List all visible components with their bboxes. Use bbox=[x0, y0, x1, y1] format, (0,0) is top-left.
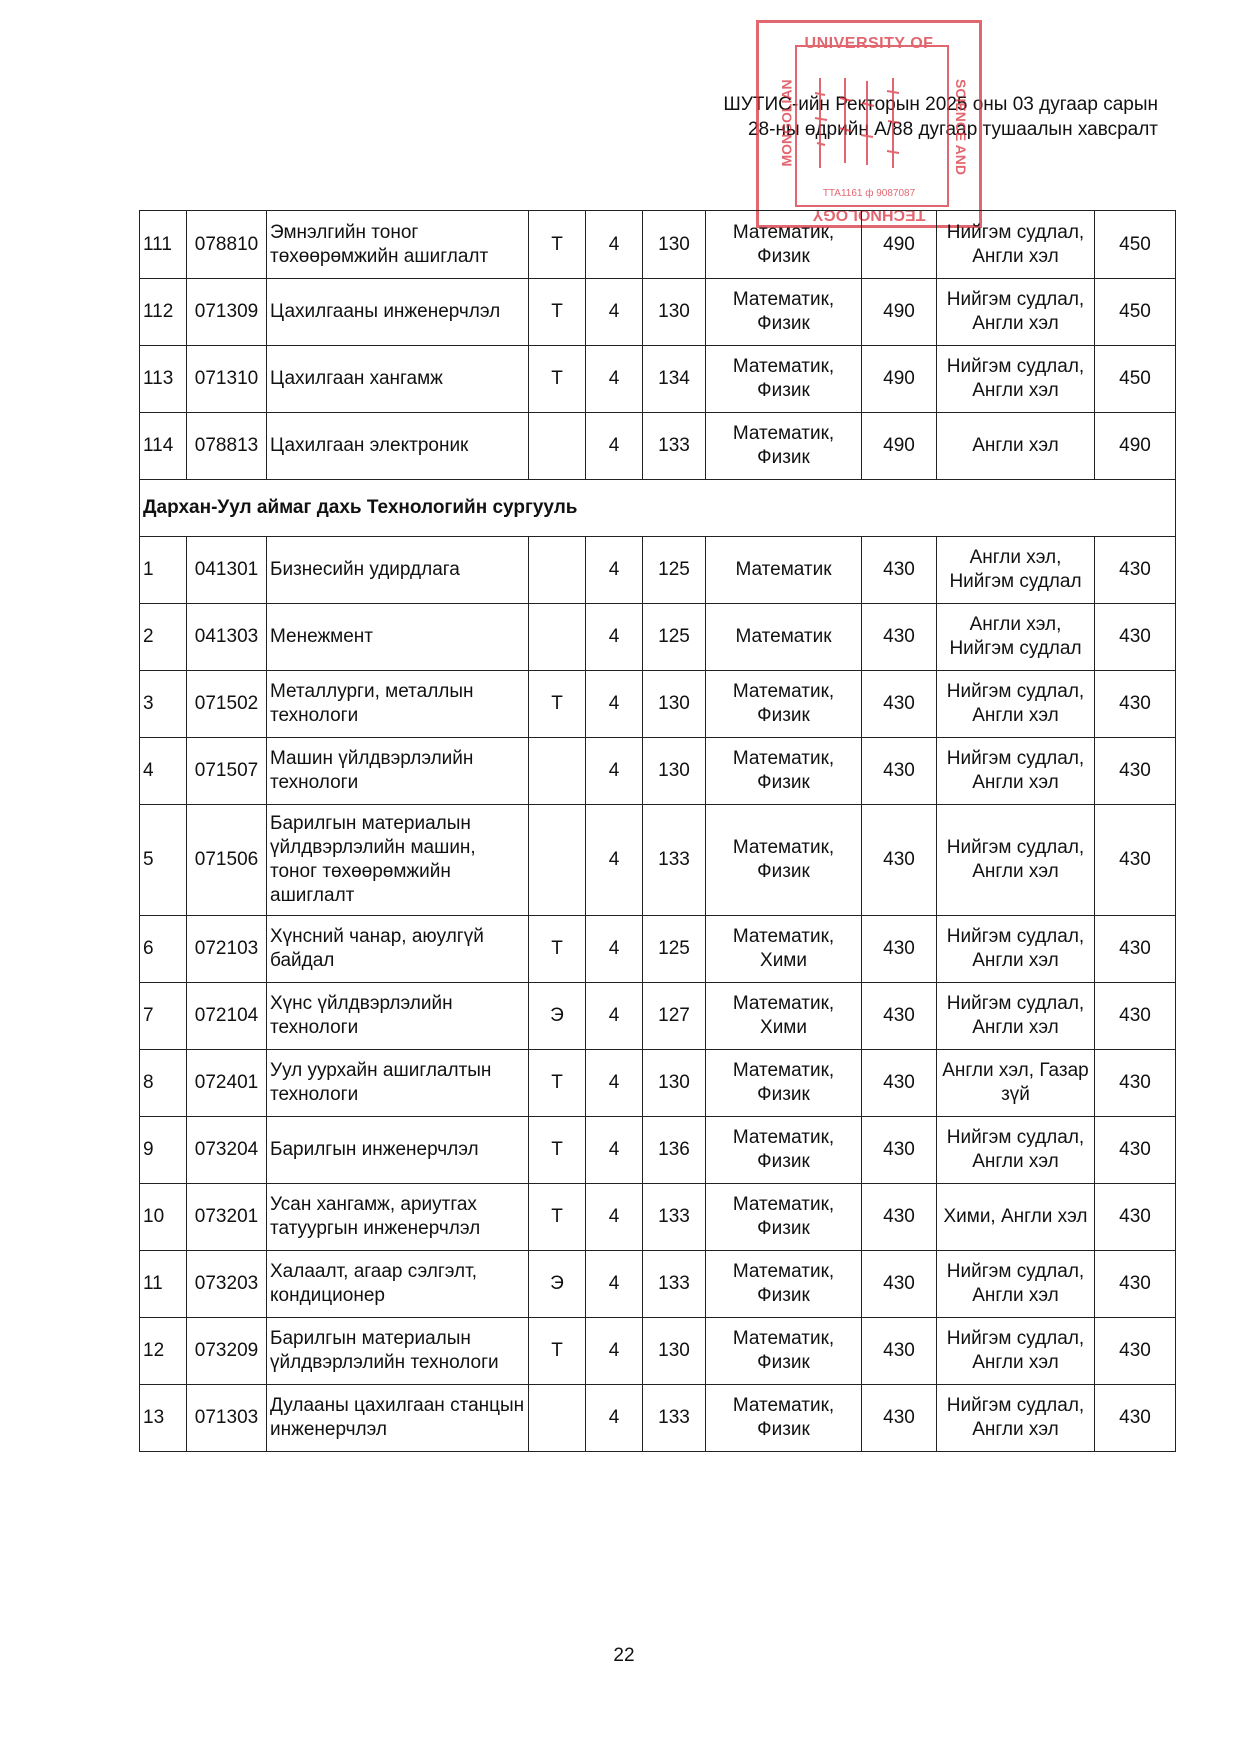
optional-exam-cell: Нийгэм судлал, Англи хэл bbox=[937, 211, 1095, 279]
credits-cell: 130 bbox=[643, 1318, 706, 1385]
credits-cell: 125 bbox=[643, 537, 706, 604]
table-row bbox=[140, 211, 1176, 279]
credits-cell: 133 bbox=[643, 413, 706, 480]
required-exam-cell: Математик, Хими bbox=[706, 983, 862, 1050]
optional-exam-cell: Нийгэм судлал, Англи хэл bbox=[937, 983, 1095, 1050]
required-exam-cell: Математик, Физик bbox=[706, 1251, 862, 1318]
university-seal-stamp bbox=[756, 20, 982, 228]
optional-score-cell: 450 bbox=[1095, 279, 1176, 346]
stamp-right-text: SCIENCE AND bbox=[953, 79, 970, 175]
credits-cell: 133 bbox=[643, 805, 706, 916]
required-exam-cell: Математик, Физик bbox=[706, 1184, 862, 1251]
row-number-cell: 111 bbox=[140, 211, 187, 279]
required-score-cell: 490 bbox=[862, 413, 937, 480]
program-name-cell: Бизнесийн удирдлага bbox=[267, 537, 529, 604]
program-code-cell: 041303 bbox=[187, 604, 267, 671]
section-title: Дархан-Уул аймаг дахь Технологийн сургууль bbox=[140, 480, 1176, 537]
credits-cell: 130 bbox=[643, 671, 706, 738]
table-row bbox=[140, 1318, 1176, 1385]
required-score-cell: 430 bbox=[862, 1117, 937, 1184]
credits-cell: 127 bbox=[643, 983, 706, 1050]
table-row bbox=[140, 738, 1176, 805]
optional-score-cell: 430 bbox=[1095, 537, 1176, 604]
program-name-cell: Эмнэлгийн тоног төхөөрөмжийн ашиглалт bbox=[267, 211, 529, 279]
row-number-cell: 9 bbox=[140, 1117, 187, 1184]
row-number-cell: 6 bbox=[140, 916, 187, 983]
optional-exam-cell: Нийгэм судлал, Англи хэл bbox=[937, 346, 1095, 413]
optional-exam-cell: Англи хэл bbox=[937, 413, 1095, 480]
optional-exam-cell: Хими, Англи хэл bbox=[937, 1184, 1095, 1251]
program-code-cell: 071303 bbox=[187, 1385, 267, 1452]
required-exam-cell: Математик, Физик bbox=[706, 805, 862, 916]
optional-exam-cell: Нийгэм судлал, Англи хэл bbox=[937, 805, 1095, 916]
optional-exam-cell: Нийгэм судлал, Англи хэл bbox=[937, 1318, 1095, 1385]
table-row bbox=[140, 413, 1176, 480]
credits-cell: 134 bbox=[643, 346, 706, 413]
optional-score-cell: 430 bbox=[1095, 1385, 1176, 1452]
required-score-cell: 430 bbox=[862, 1318, 937, 1385]
credits-cell: 130 bbox=[643, 211, 706, 279]
row-number-cell: 11 bbox=[140, 1251, 187, 1318]
optional-score-cell: 430 bbox=[1095, 1318, 1176, 1385]
row-number-cell: 12 bbox=[140, 1318, 187, 1385]
stamp-left-text: MONGOLIAN bbox=[778, 79, 795, 167]
study-years-cell: 4 bbox=[586, 805, 643, 916]
optional-score-cell: 490 bbox=[1095, 413, 1176, 480]
stamp-top-text: UNIVERSITY OF bbox=[804, 35, 934, 52]
program-mark-cell bbox=[529, 413, 586, 480]
program-mark-cell: Т bbox=[529, 211, 586, 279]
row-number-cell: 13 bbox=[140, 1385, 187, 1452]
program-code-cell: 071507 bbox=[187, 738, 267, 805]
required-score-cell: 430 bbox=[862, 671, 937, 738]
program-code-cell: 073204 bbox=[187, 1117, 267, 1184]
optional-exam-cell: Нийгэм судлал, Англи хэл bbox=[937, 1117, 1095, 1184]
program-name-cell: Машин үйлдвэрлэлийн технологи bbox=[267, 738, 529, 805]
credits-cell: 130 bbox=[643, 738, 706, 805]
required-exam-cell: Математик, Хими bbox=[706, 916, 862, 983]
study-years-cell: 4 bbox=[586, 671, 643, 738]
program-mark-cell: Т bbox=[529, 916, 586, 983]
header-line-1: ШУТИС-ийн Ректорын 2025 оны 03 дугаар сарын bbox=[723, 94, 1158, 115]
program-name-cell: Уул уурхайн ашиглалтын технологи bbox=[267, 1050, 529, 1117]
required-exam-cell: Математик, Физик bbox=[706, 211, 862, 279]
optional-exam-cell: Нийгэм судлал, Англи хэл bbox=[937, 1385, 1095, 1452]
program-name-cell: Хүнсний чанар, аюулгүй байдал bbox=[267, 916, 529, 983]
required-exam-cell: Математик, Физик bbox=[706, 413, 862, 480]
required-exam-cell: Математик bbox=[706, 604, 862, 671]
table-row bbox=[140, 1050, 1176, 1117]
program-code-cell: 073209 bbox=[187, 1318, 267, 1385]
program-name-cell: Металлурги, металлын технологи bbox=[267, 671, 529, 738]
required-score-cell: 430 bbox=[862, 1385, 937, 1452]
table-row bbox=[140, 1117, 1176, 1184]
table-row bbox=[140, 916, 1176, 983]
table-row bbox=[140, 983, 1176, 1050]
study-years-cell: 4 bbox=[586, 1251, 643, 1318]
mongolian-script-icon bbox=[805, 73, 915, 173]
optional-score-cell: 430 bbox=[1095, 1117, 1176, 1184]
row-number-cell: 3 bbox=[140, 671, 187, 738]
optional-score-cell: 430 bbox=[1095, 1184, 1176, 1251]
study-years-cell: 4 bbox=[586, 738, 643, 805]
required-score-cell: 490 bbox=[862, 279, 937, 346]
credits-cell: 133 bbox=[643, 1184, 706, 1251]
optional-score-cell: 430 bbox=[1095, 1050, 1176, 1117]
table-row bbox=[140, 1184, 1176, 1251]
study-years-cell: 4 bbox=[586, 1117, 643, 1184]
required-score-cell: 430 bbox=[862, 738, 937, 805]
program-code-cell: 071502 bbox=[187, 671, 267, 738]
study-years-cell: 4 bbox=[586, 279, 643, 346]
table-row bbox=[140, 346, 1176, 413]
row-number-cell: 112 bbox=[140, 279, 187, 346]
program-mark-cell: Э bbox=[529, 983, 586, 1050]
row-number-cell: 8 bbox=[140, 1050, 187, 1117]
credits-cell: 133 bbox=[643, 1251, 706, 1318]
program-mark-cell: Т bbox=[529, 1184, 586, 1251]
optional-exam-cell: Англи хэл, Нийгэм судлал bbox=[937, 537, 1095, 604]
optional-exam-cell: Нийгэм судлал, Англи хэл bbox=[937, 279, 1095, 346]
program-code-cell: 072401 bbox=[187, 1050, 267, 1117]
optional-exam-cell: Нийгэм судлал, Англи хэл bbox=[937, 671, 1095, 738]
required-exam-cell: Математик, Физик bbox=[706, 1117, 862, 1184]
program-code-cell: 071309 bbox=[187, 279, 267, 346]
program-name-cell: Барилгын инженерчлэл bbox=[267, 1117, 529, 1184]
credits-cell: 125 bbox=[643, 916, 706, 983]
optional-score-cell: 430 bbox=[1095, 916, 1176, 983]
page-number: 22 bbox=[613, 1645, 635, 1666]
optional-exam-cell: Нийгэм судлал, Англи хэл bbox=[937, 1251, 1095, 1318]
study-years-cell: 4 bbox=[586, 916, 643, 983]
study-years-cell: 4 bbox=[586, 604, 643, 671]
program-mark-cell bbox=[529, 537, 586, 604]
optional-score-cell: 430 bbox=[1095, 1251, 1176, 1318]
optional-score-cell: 450 bbox=[1095, 211, 1176, 279]
optional-exam-cell: Нийгэм судлал, Англи хэл bbox=[937, 916, 1095, 983]
stamp-bottom-text: TECHNOLOGY bbox=[812, 206, 926, 223]
optional-score-cell: 430 bbox=[1095, 604, 1176, 671]
program-code-cell: 041301 bbox=[187, 537, 267, 604]
optional-score-cell: 430 bbox=[1095, 805, 1176, 916]
required-score-cell: 430 bbox=[862, 983, 937, 1050]
required-score-cell: 430 bbox=[862, 805, 937, 916]
table-row bbox=[140, 279, 1176, 346]
program-mark-cell: Э bbox=[529, 1251, 586, 1318]
program-mark-cell bbox=[529, 1385, 586, 1452]
row-number-cell: 2 bbox=[140, 604, 187, 671]
required-exam-cell: Математик, Физик bbox=[706, 1318, 862, 1385]
required-score-cell: 430 bbox=[862, 1251, 937, 1318]
study-years-cell: 4 bbox=[586, 211, 643, 279]
required-score-cell: 430 bbox=[862, 916, 937, 983]
program-name-cell: Менежмент bbox=[267, 604, 529, 671]
program-mark-cell: Т bbox=[529, 346, 586, 413]
row-number-cell: 113 bbox=[140, 346, 187, 413]
required-exam-cell: Математик, Физик bbox=[706, 738, 862, 805]
program-code-cell: 071506 bbox=[187, 805, 267, 916]
row-number-cell: 7 bbox=[140, 983, 187, 1050]
required-score-cell: 430 bbox=[862, 604, 937, 671]
study-years-cell: 4 bbox=[586, 537, 643, 604]
header-line-2: 28-ны өдрийн А/88 дугаар тушаалын хавсралт bbox=[747, 119, 1158, 140]
program-code-cell: 071310 bbox=[187, 346, 267, 413]
study-years-cell: 4 bbox=[586, 1385, 643, 1452]
optional-exam-cell: Нийгэм судлал, Англи хэл bbox=[937, 738, 1095, 805]
program-mark-cell: Т bbox=[529, 1117, 586, 1184]
study-years-cell: 4 bbox=[586, 983, 643, 1050]
required-score-cell: 430 bbox=[862, 537, 937, 604]
row-number-cell: 1 bbox=[140, 537, 187, 604]
program-name-cell: Цахилгаан электроник bbox=[267, 413, 529, 480]
program-mark-cell bbox=[529, 604, 586, 671]
required-score-cell: 430 bbox=[862, 1184, 937, 1251]
required-score-cell: 430 bbox=[862, 1050, 937, 1117]
optional-exam-cell: Англи хэл, Газар зүй bbox=[937, 1050, 1095, 1117]
credits-cell: 133 bbox=[643, 1385, 706, 1452]
credits-cell: 130 bbox=[643, 1050, 706, 1117]
study-years-cell: 4 bbox=[586, 1050, 643, 1117]
study-years-cell: 4 bbox=[586, 346, 643, 413]
optional-score-cell: 430 bbox=[1095, 738, 1176, 805]
study-years-cell: 4 bbox=[586, 1184, 643, 1251]
required-exam-cell: Математик, Физик bbox=[706, 1050, 862, 1117]
required-exam-cell: Математик, Физик bbox=[706, 1385, 862, 1452]
program-code-cell: 072103 bbox=[187, 916, 267, 983]
required-score-cell: 490 bbox=[862, 346, 937, 413]
optional-score-cell: 430 bbox=[1095, 983, 1176, 1050]
program-code-cell: 073203 bbox=[187, 1251, 267, 1318]
row-number-cell: 114 bbox=[140, 413, 187, 480]
admissions-table bbox=[139, 210, 1176, 1452]
program-name-cell: Барилгын материалын үйлдвэрлэлийн машин, тоног төхөөрөмжийн ашиглалт bbox=[267, 805, 529, 916]
program-mark-cell: Т bbox=[529, 671, 586, 738]
program-mark-cell: Т bbox=[529, 1050, 586, 1117]
program-name-cell: Барилгын материалын үйлдвэрлэлийн технологи bbox=[267, 1318, 529, 1385]
table-row bbox=[140, 604, 1176, 671]
program-mark-cell bbox=[529, 805, 586, 916]
program-code-cell: 073201 bbox=[187, 1184, 267, 1251]
row-number-cell: 5 bbox=[140, 805, 187, 916]
table-row bbox=[140, 537, 1176, 604]
program-code-cell: 072104 bbox=[187, 983, 267, 1050]
program-mark-cell bbox=[529, 738, 586, 805]
optional-score-cell: 430 bbox=[1095, 671, 1176, 738]
table-row bbox=[140, 1385, 1176, 1452]
credits-cell: 136 bbox=[643, 1117, 706, 1184]
program-name-cell: Хүнс үйлдвэрлэлийн технологи bbox=[267, 983, 529, 1050]
optional-score-cell: 450 bbox=[1095, 346, 1176, 413]
program-name-cell: Цахилгаан хангамж bbox=[267, 346, 529, 413]
program-code-cell: 078813 bbox=[187, 413, 267, 480]
table-row bbox=[140, 671, 1176, 738]
row-number-cell: 4 bbox=[140, 738, 187, 805]
credits-cell: 130 bbox=[643, 279, 706, 346]
program-name-cell: Халаалт, агаар сэлгэлт, кондиционер bbox=[267, 1251, 529, 1318]
program-name-cell: Усан хангамж, ариутгах татуургын инженерчлэл bbox=[267, 1184, 529, 1251]
program-mark-cell: Т bbox=[529, 1318, 586, 1385]
table-row bbox=[140, 1251, 1176, 1318]
required-exam-cell: Математик, Физик bbox=[706, 671, 862, 738]
table-row bbox=[140, 805, 1176, 916]
program-name-cell: Цахилгааны инженерчлэл bbox=[267, 279, 529, 346]
required-exam-cell: Математик, Физик bbox=[706, 346, 862, 413]
program-mark-cell: Т bbox=[529, 279, 586, 346]
program-code-cell: 078810 bbox=[187, 211, 267, 279]
study-years-cell: 4 bbox=[586, 413, 643, 480]
required-exam-cell: Математик bbox=[706, 537, 862, 604]
program-name-cell: Дулааны цахилгаан станцын инженерчлэл bbox=[267, 1385, 529, 1452]
optional-exam-cell: Англи хэл, Нийгэм судлал bbox=[937, 604, 1095, 671]
stamp-id-text: TTA1161 ф 9087087 bbox=[822, 188, 916, 199]
required-score-cell: 490 bbox=[862, 211, 937, 279]
section-header-row bbox=[140, 480, 1176, 537]
row-number-cell: 10 bbox=[140, 1184, 187, 1251]
required-exam-cell: Математик, Физик bbox=[706, 279, 862, 346]
credits-cell: 125 bbox=[643, 604, 706, 671]
study-years-cell: 4 bbox=[586, 1318, 643, 1385]
